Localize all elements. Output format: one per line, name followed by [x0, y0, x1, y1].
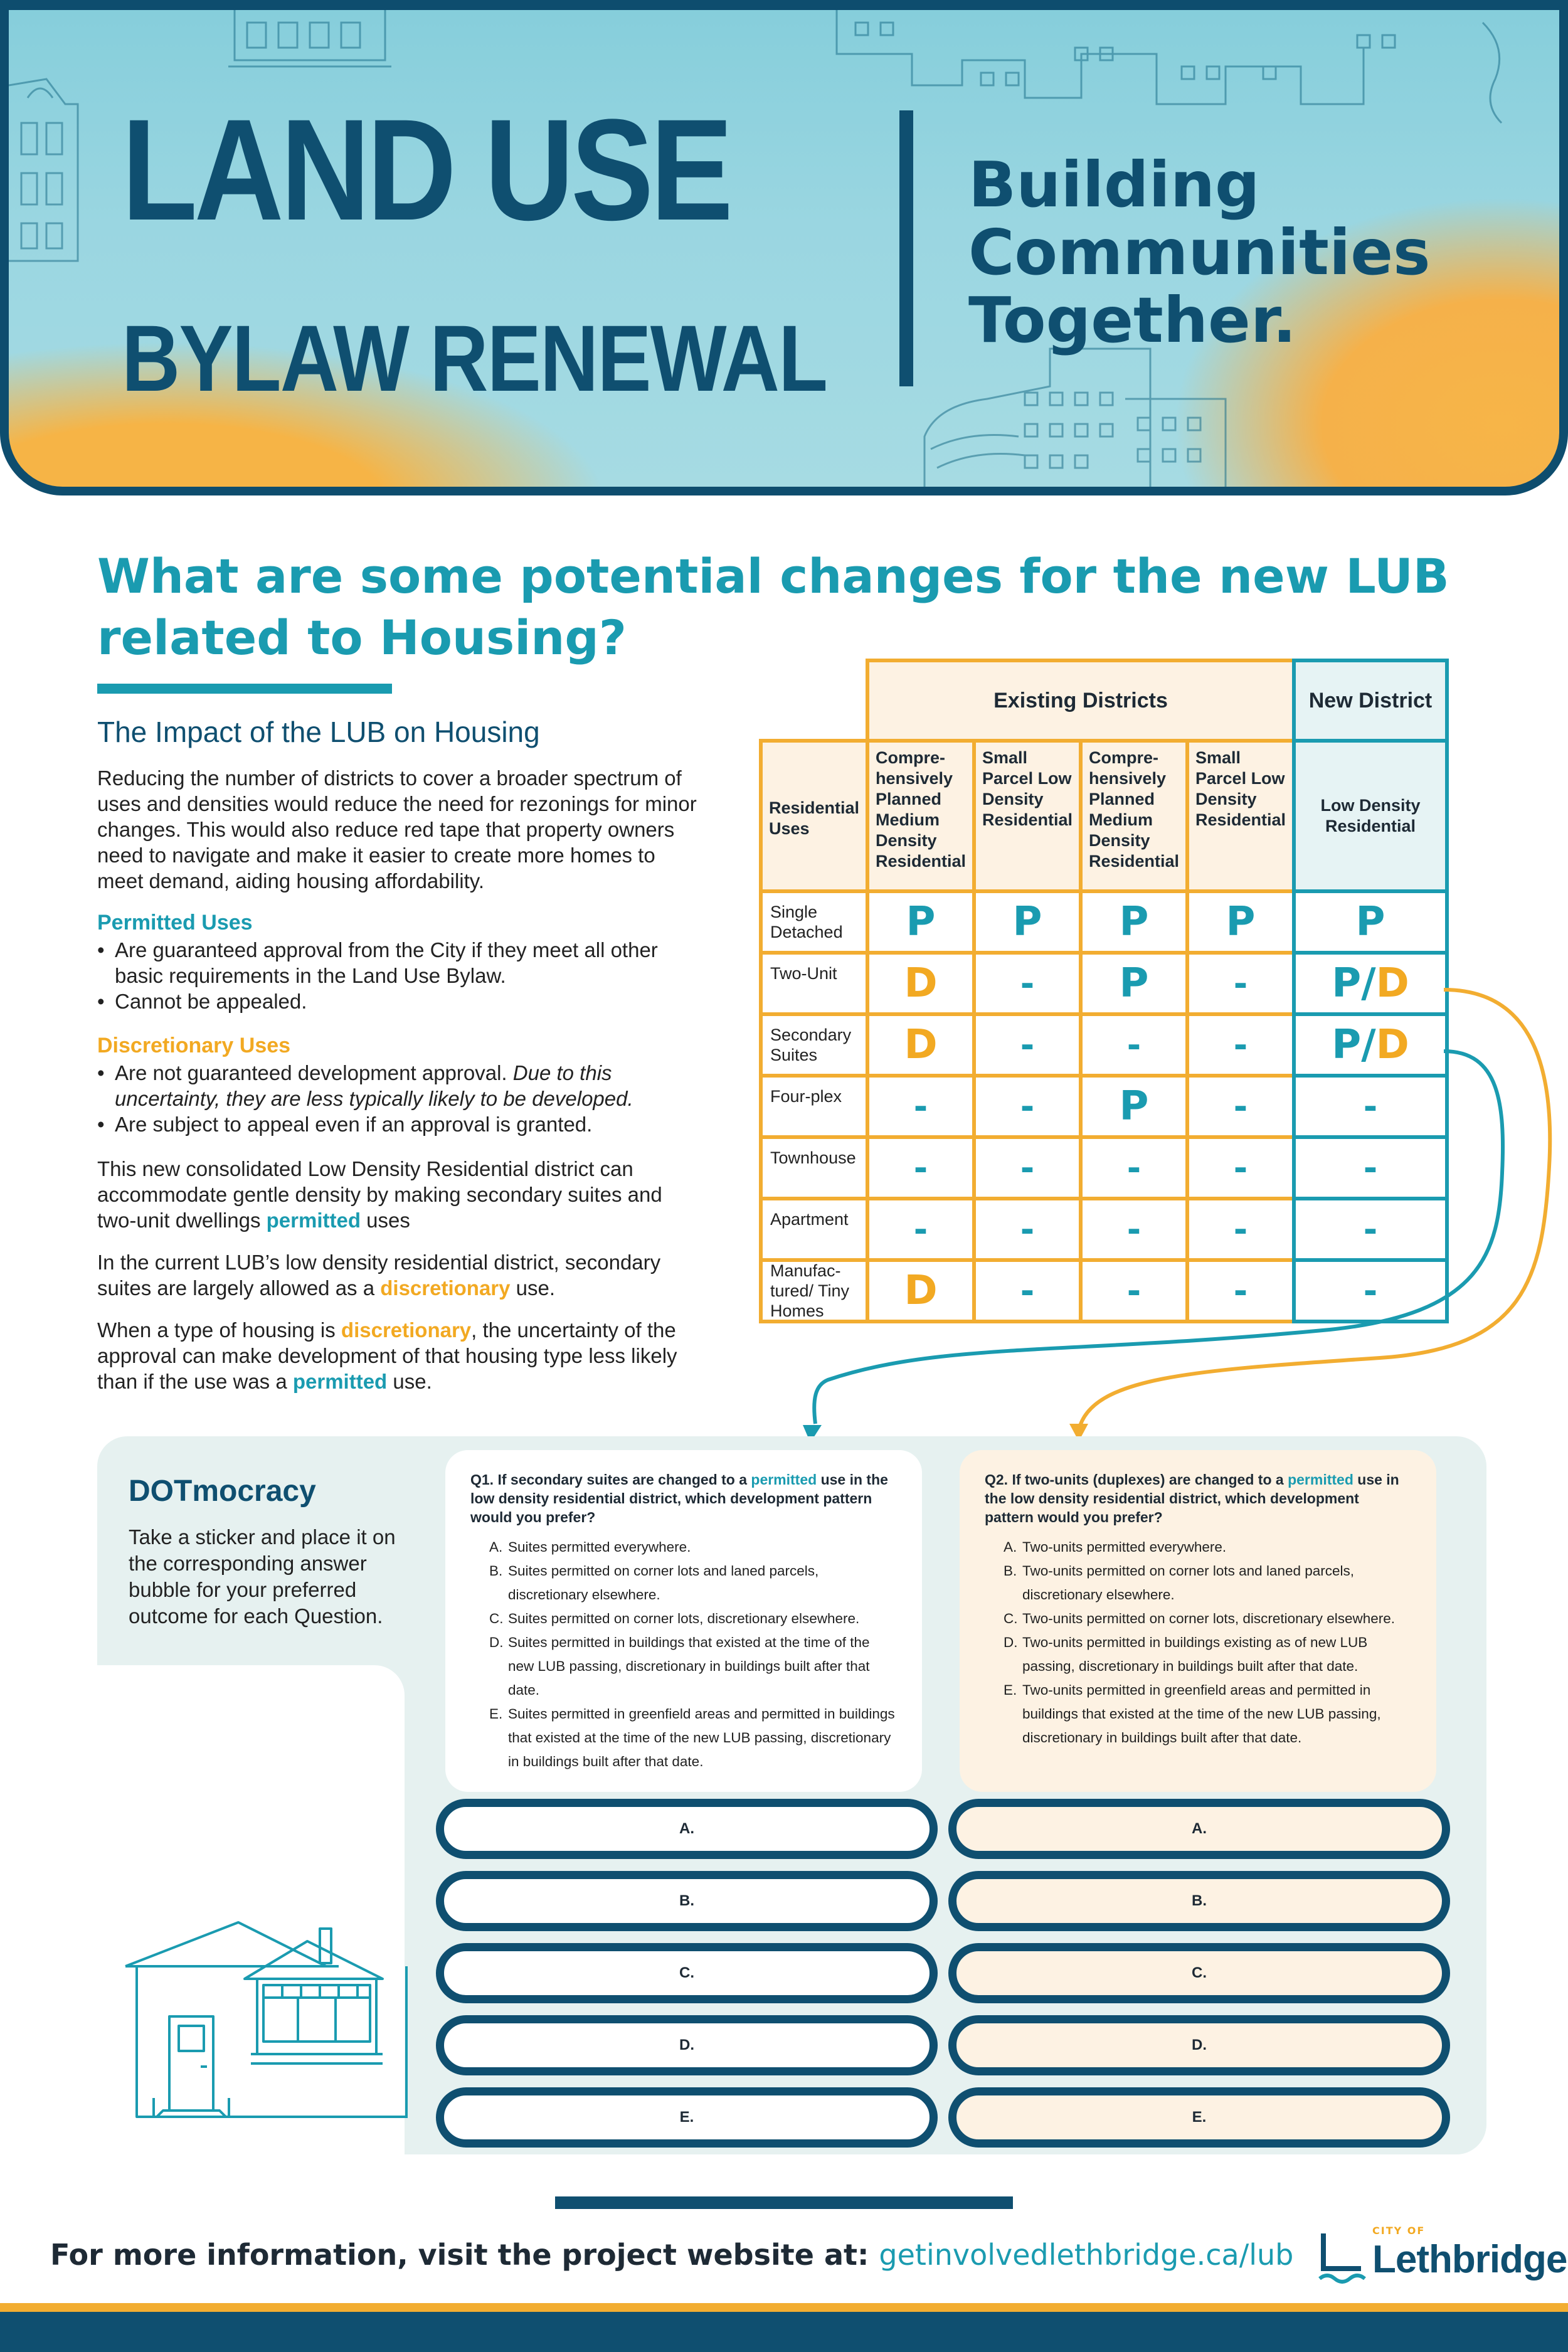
- banner-subtitle: BYLAW RENEWAL: [122, 305, 827, 411]
- table-cell-value: -: [1185, 1197, 1296, 1262]
- option-item: [1004, 1559, 1411, 1607]
- option-letter: E.: [489, 1706, 503, 1722]
- table-cell-value: -: [972, 1074, 1083, 1139]
- house-illustration: [119, 1916, 420, 2129]
- option-text: Two-units permitted everywhere.: [1022, 1539, 1227, 1555]
- option-item: [489, 1535, 897, 1559]
- row-label: Townhouse: [759, 1135, 869, 1200]
- table-cell-value: P: [972, 889, 1083, 955]
- table-cell-value: -: [1079, 1135, 1189, 1200]
- permitted-keyword: permitted: [292, 1370, 388, 1393]
- district-column-header: Compre-hensively Planned Medium Density Residential: [866, 739, 976, 893]
- dotmocracy-description: Take a sticker and place it on the corresponding answer bubble for your preferred outcome for each Question.: [129, 1525, 396, 1628]
- answer-bubble-q2-e[interactable]: E.: [948, 2087, 1450, 2148]
- text-run: Q1. If secondary suites are changed to a: [470, 1471, 751, 1488]
- answer-bubble-q2-b[interactable]: B.: [948, 1871, 1450, 1931]
- new-district-value: [1292, 1258, 1449, 1323]
- permitted-mark: -: [1363, 1086, 1378, 1126]
- permitted-mark: -: [1363, 1271, 1378, 1311]
- table-cell-value: P: [866, 889, 976, 955]
- row-label: Manufac-tured/ Tiny Homes: [759, 1258, 869, 1323]
- text-run: , the uncertainty of the approval can make development of that housing type less likely than if the use was a: [97, 1318, 677, 1393]
- uncertainty-paragraph: [97, 1317, 699, 1394]
- table-cell-value: P: [1079, 889, 1189, 955]
- new-district-value: [1292, 889, 1449, 955]
- logo-city-of: CITY OF: [1372, 2225, 1426, 2237]
- district-column-header: Small Parcel Low Density Residential: [972, 739, 1083, 893]
- district-comparison-table: [759, 659, 1444, 1341]
- table-cell-value: -: [972, 1012, 1083, 1078]
- tagline-line: Together.: [968, 283, 1296, 357]
- option-letter: B.: [489, 1563, 503, 1579]
- option-item: [1004, 1631, 1411, 1678]
- table-cell-value: -: [1185, 1012, 1296, 1078]
- logo-name: Lethbridge: [1372, 2238, 1567, 2281]
- text-run: This new consolidated Low Density Residential district can accommodate gentle density by making secondary suites and two-unit dwellings: [97, 1157, 662, 1232]
- text-run: use in the low density residential district, which development pattern would you prefer?: [985, 1471, 1399, 1525]
- section-title: What are some potential changes for the new LUB related to Housing?: [97, 548, 1449, 665]
- option-text: Suites permitted in buildings that existed at the time of the new LUB passing, discretionary in buildings built after that date.: [508, 1634, 870, 1698]
- row-label: Two-Unit: [759, 951, 869, 1016]
- project-website-link[interactable]: getinvolvedlethbridge.ca/lub: [879, 2238, 1294, 2272]
- permitted-mark: -: [1363, 1209, 1378, 1249]
- tagline-line: Communities: [968, 216, 1431, 289]
- residential-uses-header: Residential Uses: [759, 739, 869, 893]
- new-district-value: [1292, 1135, 1449, 1200]
- text-run: use in the low density residential district, which development pattern would you prefer?: [470, 1471, 888, 1525]
- new-district-value: [1292, 951, 1449, 1016]
- existing-districts-header: Existing Districts: [866, 659, 1296, 743]
- table-cell-value: -: [1185, 1074, 1296, 1139]
- table-cell-value: -: [972, 1197, 1083, 1262]
- option-letter: A.: [1004, 1539, 1017, 1555]
- table-cell-value: -: [972, 1258, 1083, 1323]
- footer-stripe-gold: [0, 2303, 1568, 2312]
- tagline-line: Building: [968, 148, 1260, 221]
- option-letter: A.: [489, 1539, 503, 1555]
- option-text: Suites permitted on corner lots and laned parcels, discretionary elsewhere.: [508, 1563, 819, 1602]
- new-district-value: [1292, 1074, 1449, 1139]
- current-lub-paragraph: [97, 1249, 699, 1301]
- permitted-mark: P: [1332, 1022, 1362, 1068]
- low-density-column-header: Low Density Residential: [1292, 739, 1449, 893]
- banner-divider: [899, 110, 913, 386]
- answer-bubble-q1-d[interactable]: D.: [436, 2015, 938, 2075]
- option-item: [489, 1631, 897, 1702]
- table-cell-value: -: [972, 951, 1083, 1016]
- list-item: [97, 1060, 699, 1111]
- table-cell-value: D: [866, 1258, 976, 1323]
- table-cell-value: -: [866, 1197, 976, 1262]
- option-letter: D.: [489, 1634, 504, 1650]
- header-banner: [0, 0, 1568, 495]
- table-cell-value: -: [866, 1135, 976, 1200]
- option-letter: C.: [1004, 1611, 1018, 1626]
- discretionary-keyword: discretionary: [380, 1276, 511, 1300]
- option-item: [1004, 1535, 1411, 1559]
- row-label: Single Detached: [759, 889, 869, 955]
- option-item: [489, 1702, 897, 1774]
- option-text: Suites permitted everywhere.: [508, 1539, 691, 1555]
- answer-bubble-q1-b[interactable]: B.: [436, 1871, 938, 1931]
- answer-bubble-q2-c[interactable]: C.: [948, 1943, 1450, 2003]
- answer-bubble-q2-d[interactable]: D.: [948, 2015, 1450, 2075]
- city-logo: [1317, 2223, 1567, 2286]
- district-column-header: Small Parcel Low Density Residential: [1185, 739, 1296, 893]
- text-run: uses: [360, 1209, 410, 1232]
- list-item-emphasis: Due to this uncertainty, they are less typically likely to be developed.: [115, 1061, 633, 1110]
- option-letter: C.: [489, 1611, 504, 1626]
- question-2-options: [985, 1535, 1411, 1750]
- footer-label: For more information, visit the project website at:: [50, 2238, 879, 2272]
- discretionary-keyword: discretionary: [341, 1318, 472, 1342]
- option-item: [489, 1559, 897, 1607]
- permitted-uses-list: [97, 937, 699, 1014]
- answer-bubble-q1-c[interactable]: C.: [436, 1943, 938, 2003]
- permitted-mark: -: [1363, 1148, 1378, 1188]
- discretionary-uses-list: [97, 1060, 699, 1137]
- option-item: [1004, 1678, 1411, 1750]
- permitted-keyword: permitted: [751, 1471, 817, 1488]
- new-district-header: New District: [1292, 659, 1449, 743]
- new-district-value: [1292, 1197, 1449, 1262]
- row-label: Four-plex: [759, 1074, 869, 1139]
- table-cell-value: P: [1079, 1074, 1189, 1139]
- option-letter: B.: [1004, 1563, 1017, 1579]
- list-item: • Are guaranteed approval from the City if they meet all other basic requirements in the Land Use Bylaw.: [97, 937, 699, 988]
- answer-bubble-q1-e[interactable]: E.: [436, 2087, 938, 2148]
- option-letter: D.: [1004, 1634, 1018, 1650]
- list-item: • Cannot be appealed.: [97, 988, 699, 1014]
- table-cell-value: -: [1185, 1135, 1296, 1200]
- footer-info: [50, 2238, 1293, 2272]
- option-text: Two-units permitted in buildings existing as of new LUB passing, discretionary in buildings built after that date.: [1022, 1634, 1368, 1674]
- dotmocracy-title: DOTmocracy: [129, 1475, 316, 1508]
- list-item: • Are subject to appeal even if an approval is granted.: [97, 1111, 699, 1137]
- option-text: Two-units permitted in greenfield areas and permitted in buildings that existed at the time of the new LUB passing, discretionary in buildings built after that date.: [1022, 1682, 1381, 1745]
- question-1-title: [470, 1470, 897, 1527]
- intro-paragraph: Reducing the number of districts to cover a broader spectrum of uses and densities would reduce the need for rezonings for minor changes. This would also reduce red tape that property owners need to navigate and make it easier to create more homes to meet demand, aiding housing affordability.: [97, 766, 697, 893]
- permitted-keyword: permitted: [1288, 1471, 1353, 1488]
- banner-tagline: [968, 148, 1431, 357]
- question-2-title: [985, 1470, 1411, 1527]
- question-1-options: [470, 1535, 897, 1774]
- text-run: use.: [387, 1370, 432, 1393]
- banner-title: LAND USE: [122, 89, 730, 250]
- table-cell-value: -: [1079, 1258, 1189, 1323]
- list-item-text: Are not guaranteed development approval.: [115, 1061, 513, 1084]
- district-column-header: Compre-hensively Planned Medium Density Residential: [1079, 739, 1189, 893]
- lethbridge-logo-icon: [1317, 2228, 1367, 2285]
- permitted-uses-heading: Permitted Uses: [97, 911, 253, 935]
- footer-stripe-navy: [0, 2312, 1568, 2352]
- table-cell-value: -: [972, 1135, 1083, 1200]
- table-cell-value: D: [866, 1012, 976, 1078]
- option-item: [489, 1607, 897, 1631]
- footer-divider: [555, 2196, 1013, 2209]
- table-cell-value: -: [1185, 1258, 1296, 1323]
- impact-heading: The Impact of the LUB on Housing: [97, 716, 540, 748]
- separator: /: [1361, 960, 1376, 1007]
- option-text: Two-units permitted on corner lots, discretionary elsewhere.: [1022, 1611, 1396, 1626]
- table-cell-value: -: [1079, 1012, 1189, 1078]
- option-text: Suites permitted in greenfield areas and permitted in buildings that existed at the time of the new LUB passing, discretionary in buildings built after that date.: [508, 1706, 895, 1769]
- table-cell-value: -: [866, 1074, 976, 1139]
- separator: /: [1361, 1022, 1376, 1068]
- title-underline: [97, 684, 392, 694]
- table-cell-value: P: [1185, 889, 1296, 955]
- text-run: When a type of housing is: [97, 1318, 341, 1342]
- permitted-mark: P: [1332, 960, 1362, 1007]
- text-run: use.: [510, 1276, 556, 1300]
- option-item: [1004, 1607, 1411, 1631]
- new-district-value: [1292, 1012, 1449, 1078]
- consolidated-district-paragraph: [97, 1156, 699, 1233]
- question-2-card: [960, 1450, 1436, 1792]
- option-letter: E.: [1004, 1682, 1017, 1698]
- text-run: Q2. If two-units (duplexes) are changed to a: [985, 1471, 1288, 1488]
- table-cell-value: D: [866, 951, 976, 1016]
- option-text: Two-units permitted on corner lots and laned parcels, discretionary elsewhere.: [1022, 1563, 1355, 1602]
- table-cell-value: P: [1079, 951, 1189, 1016]
- permitted-keyword: permitted: [266, 1209, 361, 1232]
- impact-body: [97, 765, 699, 1411]
- discretionary-mark: D: [1375, 960, 1409, 1007]
- discretionary-uses-heading: Discretionary Uses: [97, 1034, 291, 1057]
- table-cell-value: -: [1185, 951, 1296, 1016]
- discretionary-mark: D: [1375, 1022, 1409, 1068]
- answer-bubble-q2-a[interactable]: A.: [948, 1799, 1450, 1859]
- permitted-mark: P: [1355, 899, 1385, 945]
- question-1-card: [445, 1450, 922, 1792]
- option-text: Suites permitted on corner lots, discretionary elsewhere.: [508, 1611, 860, 1626]
- answer-bubble-q1-a[interactable]: A.: [436, 1799, 938, 1859]
- table-cell-value: -: [1079, 1197, 1189, 1262]
- row-label: Apartment: [759, 1197, 869, 1262]
- text-run: In the current LUB’s low density residential district, secondary suites are largely allowed as a: [97, 1251, 661, 1300]
- row-label: Secondary Suites: [759, 1012, 869, 1078]
